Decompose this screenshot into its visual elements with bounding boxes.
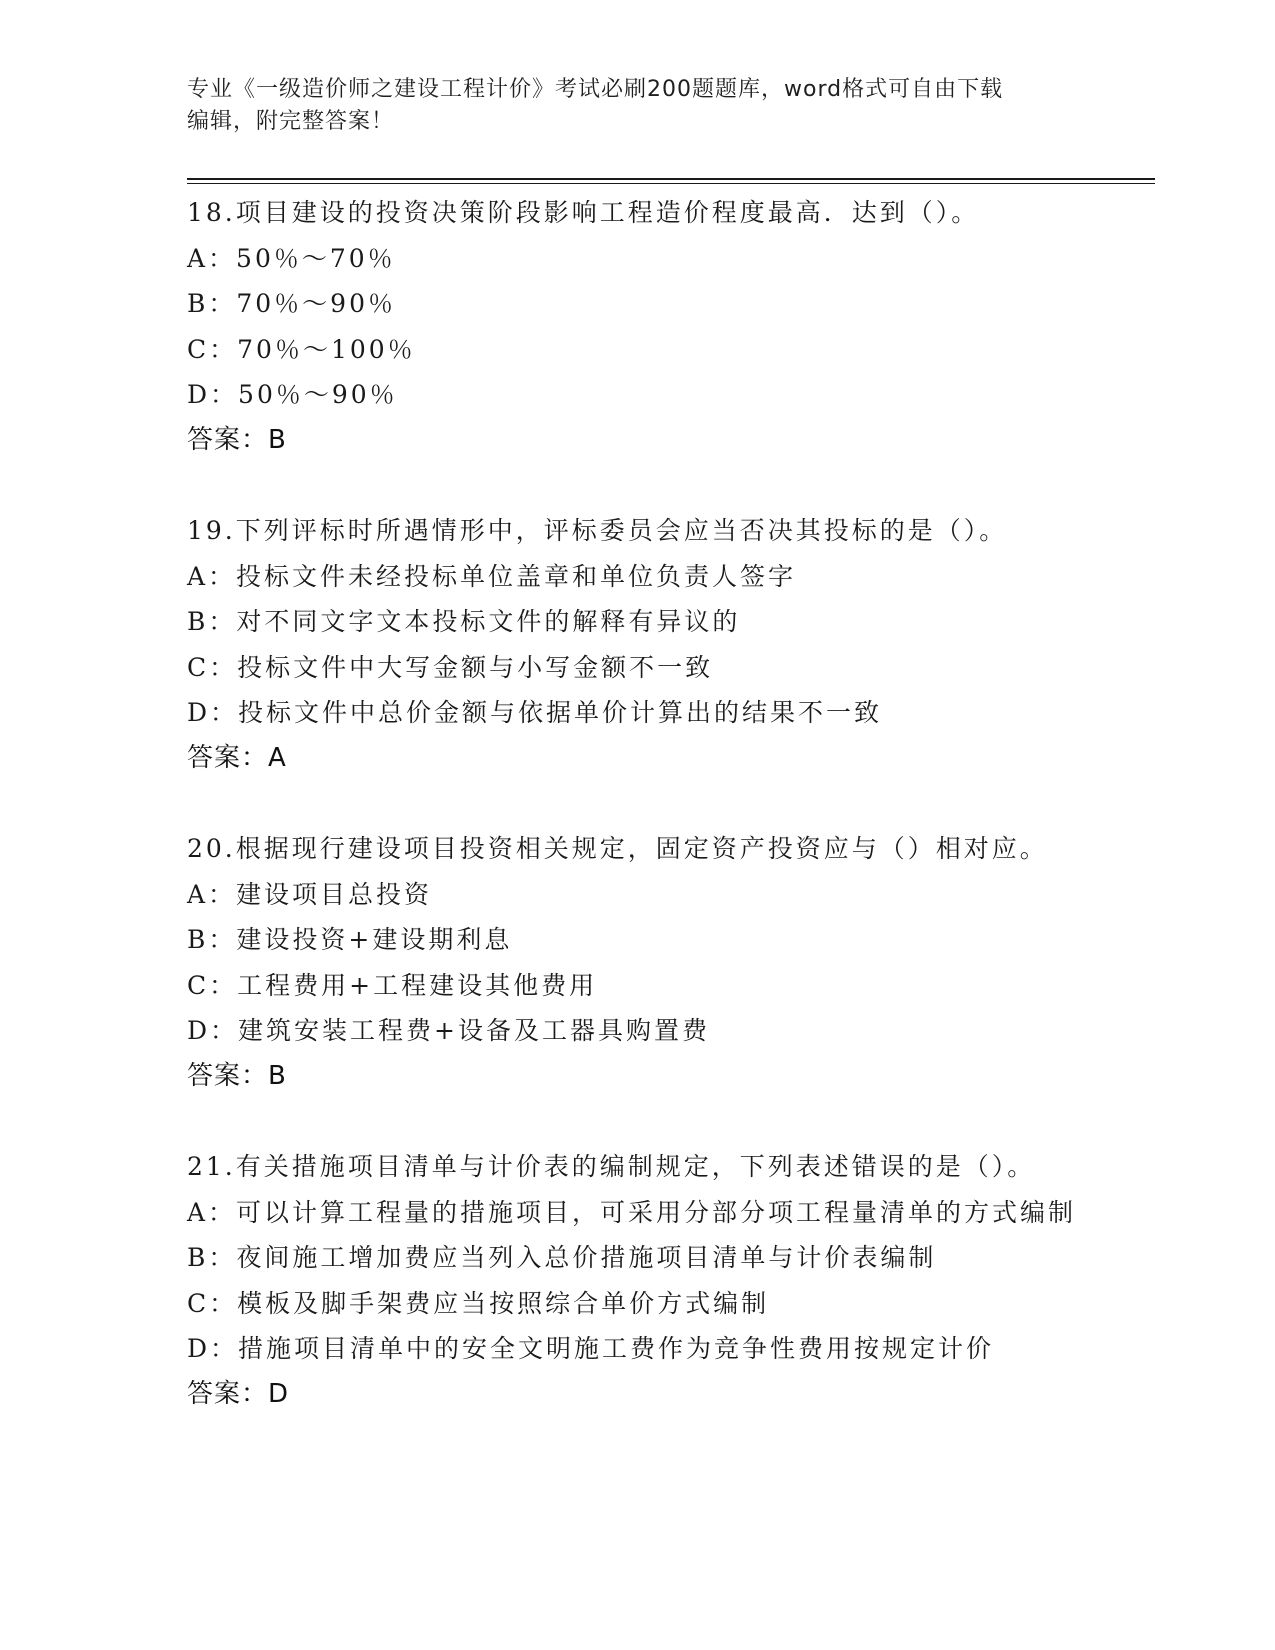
option-b: B：夜间施工增加费应当列入总价措施项目清单与计价表编制 <box>187 1243 937 1272</box>
header-line-1: 专业《一级造价师之建设工程计价》考试必刷200题题库，word格式可自由下载 <box>187 77 1004 102</box>
question-stem: 21.有关措施项目清单与计价表的编制规定，下列表述错误的是（）。 <box>187 1152 1036 1181</box>
question-19 <box>187 508 1087 781</box>
option-a: A：可以计算工程量的措施项目，可采用分部分项工程量清单的方式编制 <box>187 1197 1077 1227</box>
option-c: C：模板及脚手架费应当按照综合单价方式编制 <box>187 1288 770 1318</box>
option-a: A：建设项目总投资 <box>187 879 433 909</box>
question-list <box>187 190 1087 1462</box>
question-20 <box>187 826 1087 1099</box>
answer-line: 答案：B <box>187 424 287 455</box>
question-18 <box>187 190 1087 463</box>
option-a: A：投标文件未经投标单位盖章和单位负责人签字 <box>187 561 797 591</box>
option-d: D：建筑安装工程费+设备及工器具购置费 <box>187 1016 710 1045</box>
option-b: B：70％～90％ <box>187 289 396 318</box>
answer-line: 答案：A <box>187 742 287 773</box>
option-b: B：建设投资+建设期利息 <box>187 925 513 954</box>
option-c: C：投标文件中大写金额与小写金额不一致 <box>187 652 714 682</box>
header-divider-thick <box>187 178 1155 180</box>
option-c: C：70％～100％ <box>187 334 416 364</box>
option-d: D：措施项目清单中的安全文明施工费作为竞争性费用按规定计价 <box>187 1334 995 1363</box>
option-b: B：对不同文字文本投标文件的解释有异议的 <box>187 607 741 636</box>
header-divider-thin <box>187 183 1155 184</box>
option-c: C：工程费用+工程建设其他费用 <box>187 970 598 1000</box>
question-stem: 20.根据现行建设项目投资相关规定，固定资产投资应与（）相对应。 <box>187 834 1048 863</box>
answer-line: 答案：D <box>187 1378 290 1409</box>
document-header <box>187 74 1067 138</box>
answer-line: 答案：B <box>187 1060 287 1091</box>
option-d: D：投标文件中总价金额与依据单价计算出的结果不一致 <box>187 698 883 727</box>
header-line-2: 编辑，附完整答案！ <box>187 109 395 134</box>
question-21 <box>187 1144 1087 1417</box>
option-a: A：50％～70％ <box>187 243 396 273</box>
option-d: D：50％～90％ <box>187 380 398 409</box>
question-stem: 18.项目建设的投资决策阶段影响工程造价程度最高．达到（）。 <box>187 198 980 227</box>
question-stem: 19.下列评标时所遇情形中，评标委员会应当否决其投标的是（）。 <box>187 516 1008 545</box>
